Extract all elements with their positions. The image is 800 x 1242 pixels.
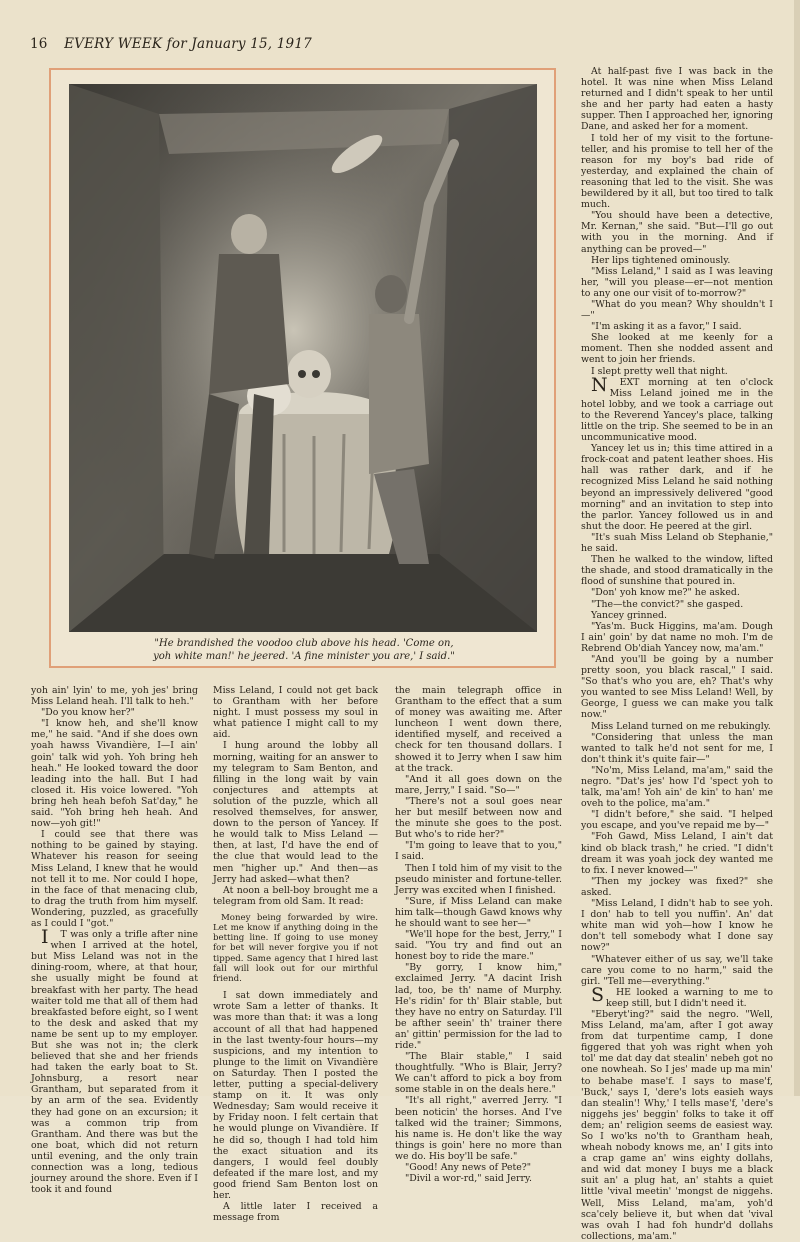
paragraph: I slept pretty well that night. [591,365,728,377]
paragraph: "Considering that unless the man wanted to talk he'd not sent for me, I don't think it's quite fair—" [581,731,773,765]
paragraph: "You should have been a detective, Mr. Kernan," she said. "But—I'll go out with you in the morning. And if anything can be proved—" [581,210,773,255]
paragraph: I told her of my visit to the fortune-teller, and his promise to tell her of the reason for my boy's bad ride of yesterday, and explained the chain of reasoning that led to the visit. She was bewildered by it all, but too tired to talk much. [581,132,773,211]
paragraph: "And it all goes down on the mare, Jerry," I said. "So—" [395,773,562,796]
page-header [30,36,312,52]
page-number: 16 [30,36,48,52]
paragraph: "Foh Gawd, Miss Leland, I ain't dat kind ob black trash," he cried. "I didn't dream it was yoah jock dey wanted me to fix. I never knowed—" [581,831,773,876]
paragraph: "The Blair stable," I said thoughtfully. "Who is Blair, Jerry? We can't afford to pick a boy from some stable in on the deals here." [395,1051,562,1096]
paragraph: "Yas'm. Buck Higgins, ma'am. Dough I ain' goin' by dat name no moh. I'm de Rebrend Ob'diah Yancey now, ma'am." [581,620,773,654]
paragraph: IT was only a trifle after nine when I arrived at the hotel, but Miss Leland was not in the dining-room, where, at that hour, she usually might be found at breakfast with her party. The head waiter told me that all of them had breakfasted before eight, so I went to the desk and asked that my name be sent up to my employer. But she was not in; the clerk believed that she and her friends had taken the early boat to St. Johnsburg, a resort near Grantham, but separated from it by an arm of the sea. Evidently they had gone on an excursion; it was a common trip from Grantham. And there was but the one boat, which did not return until evening, and the only train connection was a long, tedious journey around the shore. Even if I took it and found [31,926,198,1196]
paragraph: "The—the convict?" she gasped. [591,598,744,610]
paragraph: "Sure, if Miss Leland can make him talk—though Gawd knows why he should want to see her—" [395,895,562,929]
illustration-frame [49,68,556,668]
paragraph: Then he walked to the window, lifted the shade, and stood dramatically in the flood of sunshine that poured in. [581,554,773,588]
paragraph: "By gorry, I know him," exclaimed Jerry. "A dacint Irish lad, too, be th' name of Murphy. He's ridin' for th' Blair stable, but they have no entry on Saturday. I'll be afther seein' th' trainer there an' gittin' permission for the lad to ride." [395,962,562,1051]
paragraph: "Then my jockey was fixed?" she asked. [581,875,773,898]
paragraph: "Whatever either of us say, we'll take care you come to no harm," said the girl. "Tell me—everything." [581,953,773,987]
paragraph: "Don' yoh know me?" he asked. [591,587,740,599]
paragraph: "It's all right," averred Jerry. "I been noticin' the horses. And I've talked wid the trainer; Simmons, his name is. He don't like the way things is goin' here no more than we do. His boy'll be safe." [395,1095,562,1162]
paragraph: NEXT morning at ten o'clock Miss Leland joined me in the hotel lobby, and we took a carriage out to the Reverend Yancey's place, talking little on the trip. She seemed to be in an uncommunicative mood. [581,373,773,444]
illustration-image [69,84,537,632]
page-edge [794,0,800,1096]
paragraph: Money being forwarded by wire. Let me know if anything doing in the betting line. If going to use money for bet will never forgive you if not tipped. Same agency that I hired last fall will look out for our mirthful friend. [213,912,378,985]
paragraph: At noon a bell-boy brought me a telegram from old Sam. It read: [213,884,378,907]
paragraph: "Good! Any news of Pete?" [405,1162,532,1174]
paragraph: "Divil a wor-rd," said Jerry. [405,1173,532,1185]
paragraph: Then I told him of my visit to the pseudo minister and fortune-teller. Jerry was excited when I finished. [395,862,562,896]
paragraph: At half-past five I was back in the hotel. It was nine when Miss Leland returned and I didn't speak to her until she and her party had eaten a hasty supper. Then I approached her, ignoring Dane, and asked her for a moment. [581,66,773,133]
paragraph: "I'm asking it as a favor," I said. [591,321,742,333]
paragraph: yoh ain' lyin' to me, yoh jes' bring Miss Leland heah. I'll talk to heh." [31,685,198,708]
paragraph: "Miss Leland, I didn't hab to see yoh. I don' hab to tell you nuffin'. An' dat white man wid yoh—how I know he don't tell somebody what I done say now?" [581,898,773,954]
paragraph: "What do you mean? Why shouldn't I—" [581,298,773,322]
bottom-column-2 [213,685,378,1224]
paragraph: A little later I received a message from [213,1201,378,1224]
publication-title: EVERY WEEK for January 15, 1917 [64,36,312,52]
paragraph: "Miss Leland," I said as I was leaving her, "will you please—er—not mention to any one our visit of to-morrow?" [581,265,773,299]
illustration-caption [111,637,497,663]
paragraph: "I didn't before," she said. "I helped you escape, and you've repaid me by—" [581,809,773,832]
paragraph: SHE looked a warning to me to keep still, but I didn't need it. [591,983,773,1009]
paragraph: Yancey grinned. [591,609,667,621]
bottom-column-3 [395,685,562,1185]
paragraph: the main telegraph office in Grantham to the effect that a sum of money was awaiting me. After luncheon I went down there, identified myself, and received a check for ten thousand dollars. I showed it to Jerry when I saw him at the track. [395,685,562,774]
paragraph: "I know heh, and she'll know me," he said. "And if she does own yoah hawss Vivandière, I—I ain' goin' talk wid yoh. Yoh bring heh heah." He looked toward the door leading into the hall. But I had closed it. His voice lowered. "Yoh bring heh heah befoh Sat'day," he said. "Yoh bring heh heah. And now—yoh git!" [31,718,198,830]
paragraph: "Do you know her?" [41,707,135,719]
paragraph: "And you'll be going by a number pretty soon, you black rascal," I said. "So that's who you are, eh? That's why you wanted to see Miss Leland! Well, by George, I guess we can make you talk now." [581,653,773,721]
paragraph: "We'll hope for the best, Jerry," I said. "You try and find out an honest boy to ride the mare." [395,929,562,963]
paragraph: Yancey let us in; this time attired in a frock-coat and patent leather shoes. His hall was rather dark, and if he recognized Miss Leland he said nothing beyond an impressively delivered "good morning" and an invitation to step into the parlor. Yancey followed us in and shut the door. He peered at the girl. [581,443,773,532]
paragraph: "It's suah Miss Leland ob Stephanie," he said. [581,531,773,555]
paragraph: She looked at me keenly for a moment. Then she nodded assent and went to join her friends. [581,332,773,366]
paragraph: "Eberyt'ing?" said the negro. "Well, Miss Leland, ma'am, after I got away from dat turpentime camp, I done figgered that yoh was right when yoh tol' me dat day dat stealin' nebeh got no one nowheah. So I jes' made up ma min' to behabe mase'f. I says to mase'f, 'Buck,' says I, 'dere's lots easieh ways dan stealin'! Why,' I tells mase'f, 'dere's niggehs jes' beggin' folks to take it off dem; an' religion seems de easiest way. So I wo'ks no'th to Grantham heah, wheah nobody knows me, an' I gits into a crap game an' wins eighty dollahs, and wid dat money I buys me a black suit an' a plug hat, an' stahts a quiet little 'vival meetin' 'mongst de niggehs. Well, Miss Leland, ma'am, yoh'd sca'cely believe it, but when dat 'vival was ovah I had foh hundr'd dollahs collections, ma'am." [581,1008,773,1242]
paragraph: "I'm going to leave that to you," I said. [395,840,562,863]
paragraph: I could see that there was nothing to be gained by staying. Whatever his reason for seeing Miss Leland, I knew that he would not tell it to me. Nor could I hope, in the face of that menacing club, to drag the truth from him myself. Wondering, puzzled, as gracefully as I could I "got." [31,829,198,929]
paragraph: I hung around the lobby all morning, waiting for an answer to my telegram to Sam Benton, and filling in the long wait by vain conjectures and attempts at solution of the puzzle, which all resolved themselves, for answer, down to the person of Yancey. If he would talk to Miss Leland —then, at last, I'd have the end of the clue that would lead to the men "higher up." And then—as Jerry had asked—what then? [213,740,378,885]
right-column [581,66,773,1242]
bottom-column-1 [31,685,198,1196]
caption-line-1: "He brandished the voodoo club above his head. 'Come on, [154,638,454,649]
paragraph: I sat down immediately and wrote Sam a letter of thanks. It was more than that: it was a long account of all that had happened in the last twenty-four hours—my suspicions, and my intention to plunge to the limit on Vivandière on Saturday. Then I posted the letter, putting a special-delivery stamp on it. It was only Wednesday; Sam would receive it by Friday noon. I felt certain that he would plunge on Vivandière. If he did so, though I had told him the exact situation and its dangers, I would feel doubly defeated if the mare lost, and my good friend Sam Benton lost on her. [213,990,378,1201]
paragraph: "There's not a soul goes near her but mesilf between now and the minute she goes to the post. But who's to ride her?" [395,795,562,841]
paragraph: Miss Leland, I could not get back to Grantham with her before night. I must possess my soul in what patience I might call to my aid. [213,685,378,741]
caption-line-2: yoh white man!' he jeered. 'A fine minister you are,' I said." [153,651,455,662]
paragraph: Miss Leland turned on me rebukingly. [591,720,771,732]
paragraph: "No'm, Miss Leland, ma'am," said the negro. "Dat's jes' how I'd 'spect yoh to talk, ma'am! Yoh ain' de kin' to han' me oveh to the police, ma'am." [581,764,773,810]
paragraph: Her lips tightened ominously. [591,254,731,266]
